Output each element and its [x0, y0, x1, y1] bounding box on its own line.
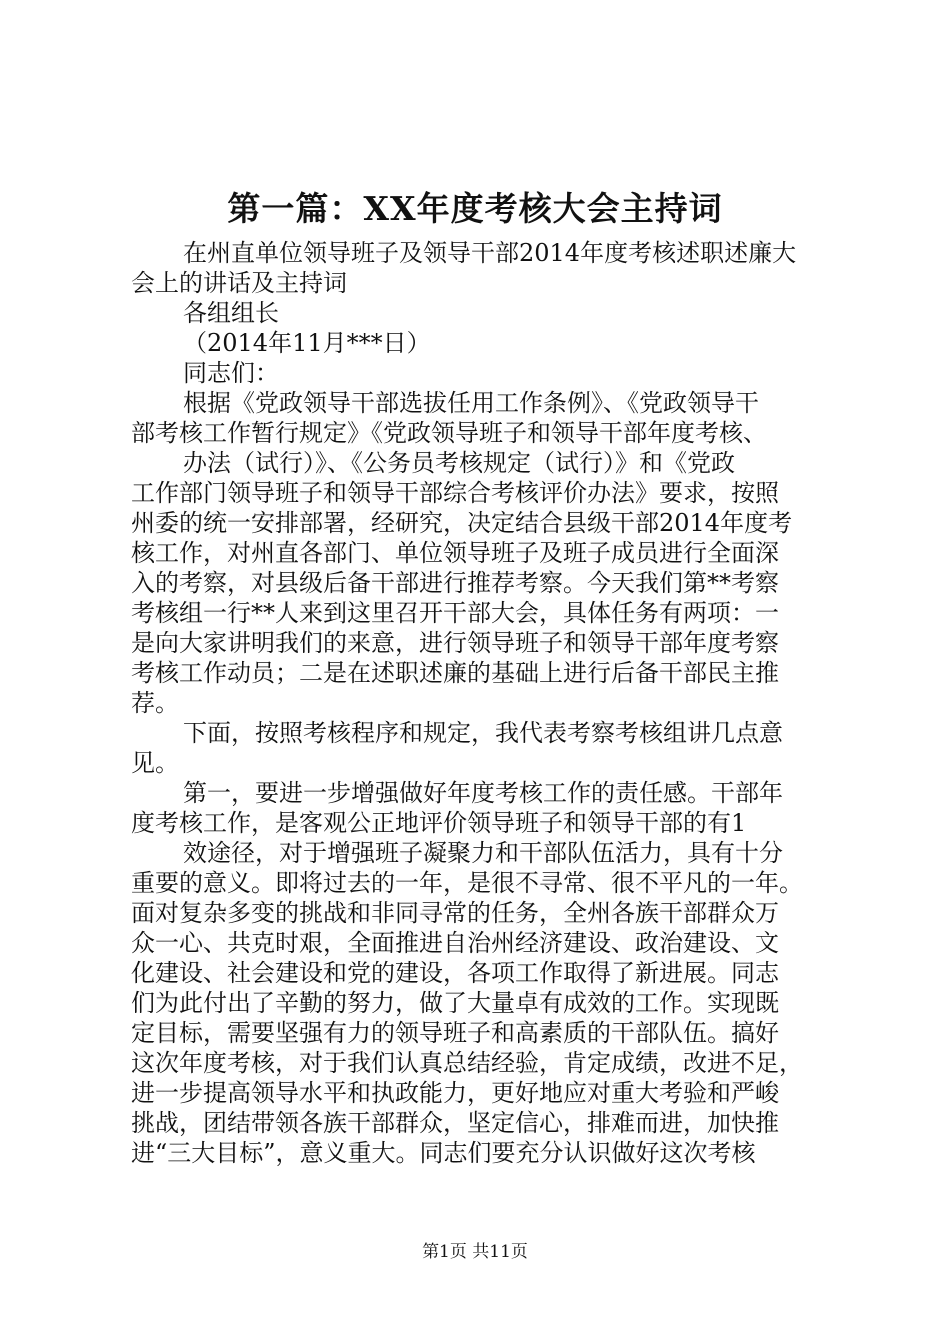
body-line: 办法（试行）》、《公务员考核规定（试行）》和《党政	[183, 449, 735, 477]
body-line: 效途径，对于增强班子凝聚力和干部队伍活力，具有十分	[183, 839, 783, 867]
body-line: 根据《党政领导干部选拔任用工作条例》、《党政领导干	[183, 389, 759, 417]
body-line: 这次年度考核，对于我们认真总结经验，肯定成绩，改进不足，	[131, 1049, 803, 1077]
body-line: 是向大家讲明我们的来意，进行领导班子和领导干部年度考察	[131, 629, 779, 657]
body-line: 考核工作动员；二是在述职述廉的基础上进行后备干部民主推	[131, 659, 779, 687]
body-line: 州委的统一安排部署，经研究，决定结合县级干部2014年度考	[131, 509, 793, 537]
body-line: （2014年11月***日）	[183, 329, 431, 357]
body-line: 入的考察，对县级后备干部进行推荐考察。今天我们第**考察	[131, 569, 779, 597]
body-line: 荐。	[131, 689, 179, 717]
body-line: 众一心、共克时艰，全面推进自治州经济建设、政治建设、文	[131, 929, 779, 957]
body-line: 各组组长	[183, 299, 279, 327]
body-line: 核工作，对州直各部门、单位领导班子及班子成员进行全面深	[131, 539, 779, 567]
body-line: 度考核工作，是客观公正地评价领导班子和领导干部的有1	[131, 809, 747, 837]
body-line: 同志们：	[183, 359, 279, 387]
body-line: 工作部门领导班子和领导干部综合考核评价办法》要求，按照	[131, 479, 779, 507]
body-line: 见。	[131, 749, 179, 777]
document-title: 第一篇：XX年度考核大会主持词	[227, 189, 723, 228]
body-line: 会上的讲话及主持词	[131, 269, 347, 297]
body-line: 面对复杂多变的挑战和非同寻常的任务，全州各族干部群众万	[131, 899, 779, 927]
body-line: 进一步提高领导水平和执政能力，更好地应对重大考验和严峻	[131, 1079, 779, 1107]
body-line: 进“三大目标”，意义重大。同志们要充分认识做好这次考核	[131, 1139, 756, 1167]
body-line: 们为此付出了辛勤的努力，做了大量卓有成效的工作。实现既	[131, 989, 779, 1017]
body-line: 定目标，需要坚强有力的领导班子和高素质的干部队伍。搞好	[131, 1019, 779, 1047]
document-body	[131, 238, 831, 1168]
body-line: 部考核工作暂行规定》《党政领导班子和领导干部年度考核、	[131, 419, 767, 447]
body-line: 下面，按照考核程序和规定，我代表考察考核组讲几点意	[183, 719, 783, 747]
body-line: 第一，要进一步增强做好年度考核工作的责任感。干部年	[183, 779, 783, 807]
page-footer: 第1页 共11页	[422, 1242, 528, 1262]
body-line: 在州直单位领导班子及领导干部2014年度考核述职述廉大	[183, 239, 797, 267]
body-line: 挑战，团结带领各族干部群众，坚定信心，排难而进，加快推	[131, 1109, 779, 1137]
body-line: 考核组一行**人来到这里召开干部大会，具体任务有两项：一	[131, 599, 779, 627]
body-line: 化建设、社会建设和党的建设，各项工作取得了新进展。同志	[131, 959, 779, 987]
body-line: 重要的意义。即将过去的一年，是很不寻常、很不平凡的一年。	[131, 869, 803, 897]
